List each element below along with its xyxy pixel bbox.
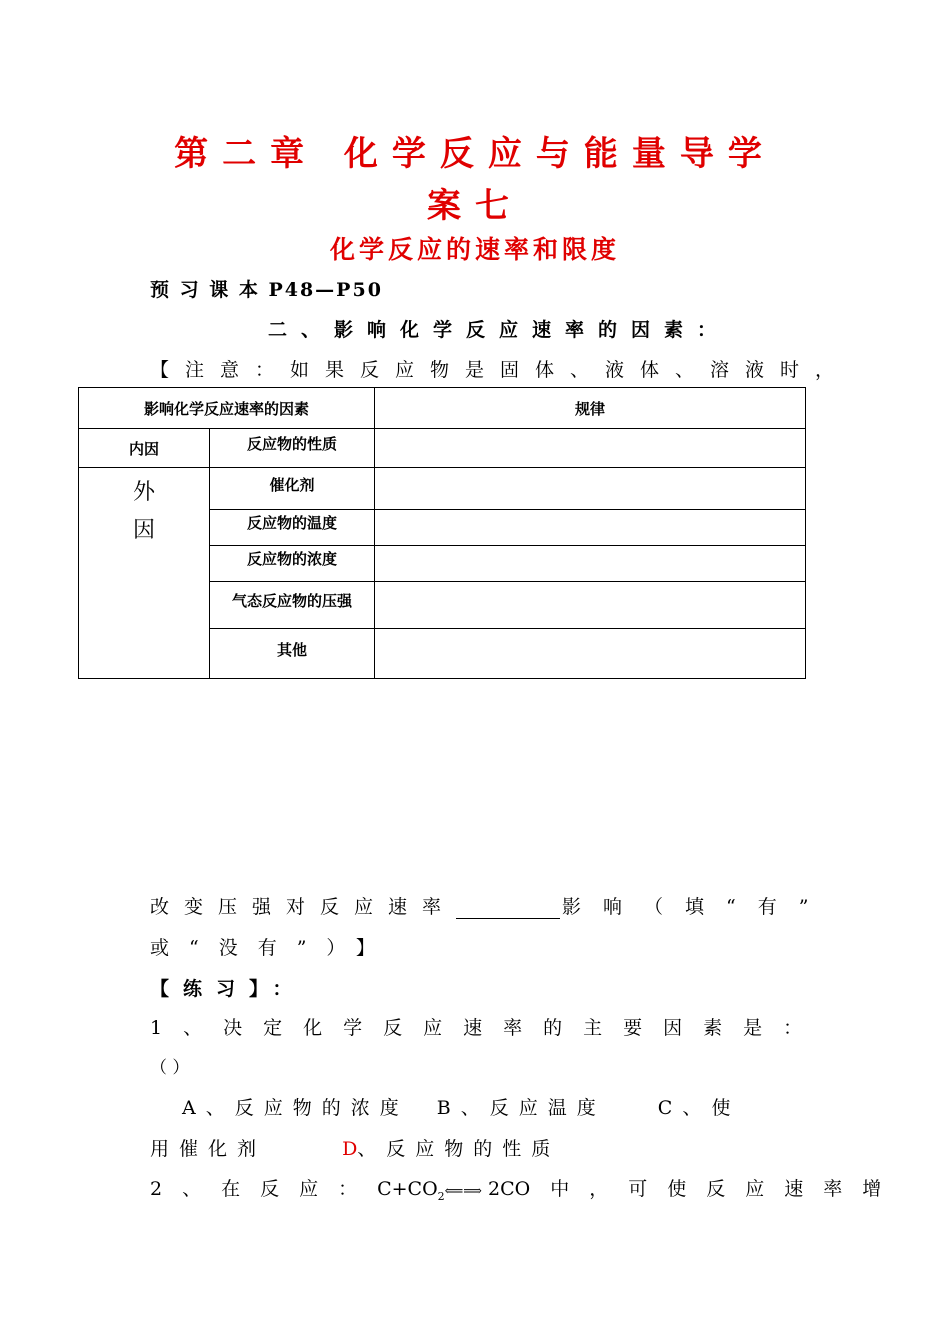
option-d-text: 、反应物的性质 (357, 1138, 561, 1160)
rule-cell-other (375, 629, 806, 679)
formula-product: 2CO (488, 1178, 531, 1200)
page-subtitle: 化学反应的速率和限度 (329, 235, 620, 264)
question-2-suffix: 中，可使反应速率增 (550, 1178, 902, 1200)
rule-cell-pressure (375, 582, 806, 629)
question-2 (150, 1174, 901, 1203)
external-item-temperature: 反应物的温度 (210, 510, 375, 546)
note-text-b: 影响（填“有” (562, 896, 831, 918)
practice-heading: 【练习】： (150, 978, 306, 1000)
table-header-rule: 规律 (375, 388, 806, 429)
note-continued (150, 892, 830, 919)
external-item-concentration: 反应物的浓度 (210, 546, 375, 582)
rule-cell-catalyst (375, 468, 806, 510)
external-label-char-1: 外 (132, 480, 155, 505)
question-2-prefix: 2、在反应： (150, 1178, 378, 1200)
option-c: C、使 (657, 1097, 741, 1119)
formula-subscript: 2 (437, 1189, 445, 1203)
formula-reactants: C+CO (377, 1178, 438, 1200)
note-end: 或“没有”）】 (150, 937, 395, 959)
internal-label: 内因 (79, 429, 210, 468)
external-label-char-2: 因 (132, 518, 155, 543)
option-c-cont: 用催化剂 (150, 1138, 267, 1160)
preview-line: 预 习 课 本 P48—P50 (150, 279, 383, 301)
section-heading: 二、影响化学反应速率的因素： (268, 319, 731, 341)
option-b: B、反应温度 (436, 1097, 606, 1119)
page-title: 第二章 化学反应与能量导学 (174, 134, 776, 174)
factor-table (78, 387, 806, 679)
internal-item: 反应物的性质 (210, 429, 375, 468)
question-1-options (182, 1093, 740, 1120)
external-item-pressure: 气态反应物的压强 (210, 582, 375, 629)
option-a: A、反应物的浓度 (182, 1097, 409, 1119)
rule-cell-concentration (375, 546, 806, 582)
answer-blank[interactable] (456, 900, 560, 919)
question-1-paren: （ ） (150, 1058, 190, 1078)
equilibrium-arrow: ⟸⟹ (444, 1184, 482, 1199)
option-d-letter: D (342, 1138, 358, 1160)
external-label (79, 468, 210, 679)
rule-cell-temperature (375, 510, 806, 546)
rule-cell-internal (375, 429, 806, 468)
question-1-options-cont (150, 1134, 560, 1161)
table-header-factor: 影响化学反应速率的因素 (79, 388, 375, 429)
page-title-cont: 案七 (427, 186, 523, 226)
external-item-other: 其他 (210, 629, 375, 679)
question-1-stem: 1、决定化学反应速率的主要因素是： (150, 1017, 824, 1039)
note-start: 【注意：如果反应物是固体、液体、溶液时， (150, 359, 851, 381)
note-text-a: 改变压强对反应速率 (150, 896, 457, 918)
external-item-catalyst: 催化剂 (210, 468, 375, 510)
